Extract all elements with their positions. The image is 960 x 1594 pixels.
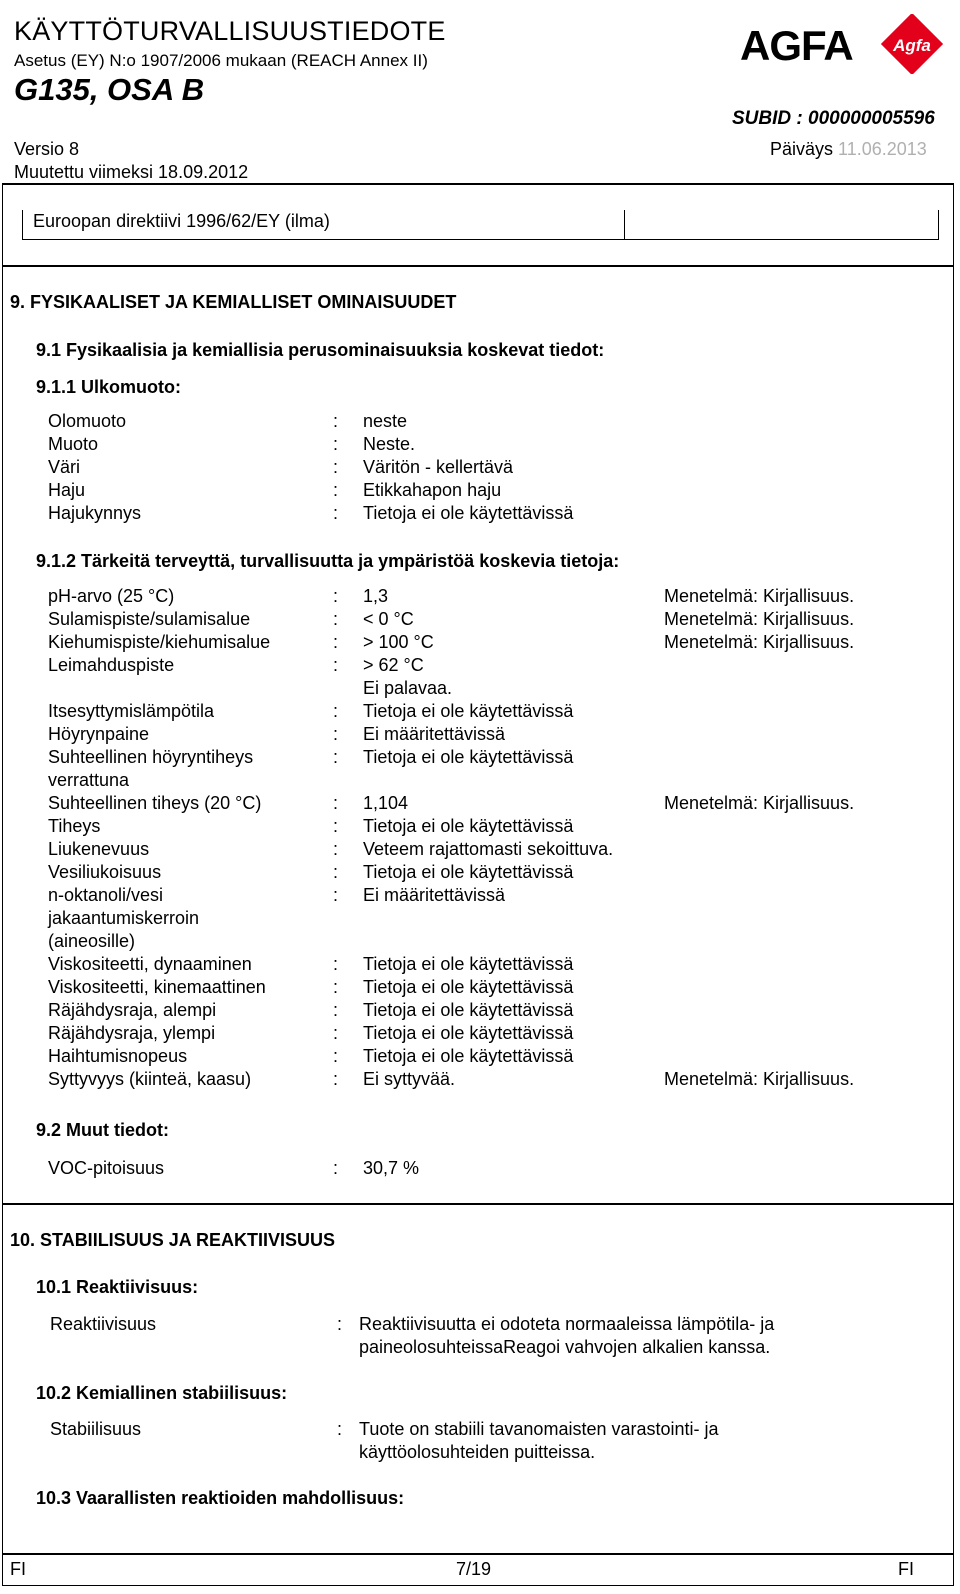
footer-language-left: FI	[10, 1559, 26, 1579]
property-label: Kiehumispiste/kiehumisalue	[48, 632, 271, 652]
property-value: Ei määritettävissä	[363, 885, 506, 905]
page-number: 7/19	[456, 1559, 492, 1579]
property-label: Muoto	[48, 434, 99, 454]
document-subtitle: Asetus (EY) N:o 1907/2006 mukaan (REACH Annex II)	[14, 51, 428, 70]
property-label: pH-arvo (25 °C)	[48, 586, 175, 606]
property-label: Viskositeetti, kinemaattinen	[48, 977, 266, 997]
property-value-cont: paineolosuhteissaReagoi vahvojen alkalien kanssa.	[359, 1337, 771, 1357]
property-value: Tietoja ei ole käytettävissä	[363, 1023, 574, 1043]
section-10-1-heading: 10.1 Reaktiivisuus:	[36, 1277, 199, 1297]
property-label-cont: (aineosille)	[48, 931, 136, 951]
property-value: Tietoja ei ole käytettävissä	[363, 816, 574, 836]
property-method: Menetelmä: Kirjallisuus.	[664, 793, 855, 813]
property-method: Menetelmä: Kirjallisuus.	[664, 1069, 855, 1089]
property-label: VOC-pitoisuus	[48, 1158, 165, 1178]
section-10-3-heading: 10.3 Vaarallisten reaktioiden mahdollisuus:	[36, 1488, 405, 1508]
section-10-heading: 10. STABIILISUUS JA REAKTIIVISUUS	[10, 1230, 336, 1250]
property-value: Reaktiivisuutta ei odoteta normaaleissa lämpötila- ja	[359, 1314, 775, 1334]
property-value: > 62 °C	[363, 655, 424, 675]
product-name: G135, OSA B	[14, 72, 205, 107]
property-value: Tuote on stabiili tavanomaisten varastointi- ja	[359, 1419, 719, 1439]
date-value: 11.06.2013	[838, 139, 927, 159]
footer-language-right: FI	[898, 1559, 914, 1579]
property-value: Tietoja ei ole käytettävissä	[363, 954, 574, 974]
property-value: Tietoja ei ole käytettävissä	[363, 1000, 574, 1020]
property-label: Vesiliukoisuus	[48, 862, 162, 882]
date-field	[770, 139, 927, 160]
svg-text:AGFA: AGFA	[740, 22, 853, 69]
property-value: Etikkahapon haju	[363, 480, 502, 500]
section-9-1-2-heading: 9.1.2 Tärkeitä terveyttä, turvallisuutta ja ympäristöä koskevia tietoja:	[36, 551, 620, 571]
property-label: Itsesyttymislämpötila	[48, 701, 215, 721]
section-10-2-heading: 10.2 Kemiallinen stabiilisuus:	[36, 1383, 288, 1403]
property-method: Menetelmä: Kirjallisuus.	[664, 632, 855, 652]
property-label-cont: jakaantumiskerroin	[48, 908, 200, 928]
directive-text: Euroopan direktiivi 1996/62/EY (ilma)	[33, 211, 330, 231]
property-label: Viskositeetti, dynaaminen	[48, 954, 252, 974]
property-value: Ei määritettävissä	[363, 724, 506, 744]
property-value: Tietoja ei ole käytettävissä	[363, 1046, 574, 1066]
property-label: Höyrynpaine	[48, 724, 150, 744]
property-value: 1,104	[363, 793, 409, 813]
modified-date: Muutettu viimeksi 18.09.2012	[14, 162, 249, 182]
document-title: KÄYTTÖTURVALLISUUSTIEDOTE	[14, 16, 446, 46]
property-value: Väritön - kellertävä	[363, 457, 514, 477]
section-9-2-heading: 9.2 Muut tiedot:	[36, 1120, 169, 1140]
directive-divider	[624, 210, 625, 240]
section-9-1-heading: 9.1 Fysikaalisia ja kemiallisia perusominaisuuksia koskevat tiedot:	[36, 340, 605, 360]
section-9-1-1-heading: 9.1.1 Ulkomuoto:	[36, 377, 182, 397]
section-9-heading: 9. FYSIKAALISET JA KEMIALLISET OMINAISUUDET	[10, 292, 457, 312]
property-label: Räjähdysraja, alempi	[48, 1000, 217, 1020]
property-label: Liukenevuus	[48, 839, 150, 859]
property-label-cont: verrattuna	[48, 770, 130, 790]
property-value: < 0 °C	[363, 609, 414, 629]
property-label: Suhteellinen höyryntiheys	[48, 747, 254, 767]
property-label: Hajukynnys	[48, 503, 142, 523]
footer-divider	[2, 1553, 954, 1555]
version: Versio 8	[14, 139, 80, 159]
property-label: Haihtumisnopeus	[48, 1046, 188, 1066]
property-value: 1,3	[363, 586, 389, 606]
subid: SUBID : 000000005596	[732, 108, 935, 129]
property-value: Tietoja ei ole käytettävissä	[363, 977, 574, 997]
property-value: Neste.	[363, 434, 416, 454]
svg-text:Agfa: Agfa	[893, 36, 931, 55]
section-divider	[2, 1203, 954, 1205]
date-label: Päiväys	[770, 139, 834, 159]
property-label: Leimahduspiste	[48, 655, 175, 675]
property-label: Väri	[48, 457, 81, 477]
property-value: Tietoja ei ole käytettävissä	[363, 747, 574, 767]
property-value: Tietoja ei ole käytettävissä	[363, 503, 574, 523]
property-label: Tiheys	[48, 816, 101, 836]
property-method: Menetelmä: Kirjallisuus.	[664, 586, 855, 606]
property-value: Tietoja ei ole käytettävissä	[363, 701, 574, 721]
property-label: Olomuoto	[48, 411, 127, 431]
directive-box	[22, 210, 939, 240]
property-value: Veteem rajattomasti sekoittuva.	[363, 839, 614, 859]
section-divider	[2, 265, 954, 267]
property-value: Ei syttyvää.	[363, 1069, 456, 1089]
property-value: > 100 °C	[363, 632, 434, 652]
property-label: n-oktanoli/vesi	[48, 885, 164, 905]
property-label: Reaktiivisuus	[50, 1314, 157, 1334]
property-value-note: Ei palavaa.	[363, 678, 453, 698]
agfa-logo	[740, 14, 950, 79]
property-label: Räjähdysraja, ylempi	[48, 1023, 216, 1043]
property-label: Haju	[48, 480, 86, 500]
property-value-cont: käyttöolosuhteiden puitteissa.	[359, 1442, 596, 1462]
property-method: Menetelmä: Kirjallisuus.	[664, 609, 855, 629]
property-value: neste	[363, 411, 408, 431]
property-value: 30,7 %	[363, 1158, 420, 1178]
property-value: Tietoja ei ole käytettävissä	[363, 862, 574, 882]
property-label: Stabiilisuus	[50, 1419, 142, 1439]
property-label: Suhteellinen tiheys (20 °C)	[48, 793, 262, 813]
property-label: Sulamispiste/sulamisalue	[48, 609, 251, 629]
property-label: Syttyvyys (kiinteä, kaasu)	[48, 1069, 252, 1089]
